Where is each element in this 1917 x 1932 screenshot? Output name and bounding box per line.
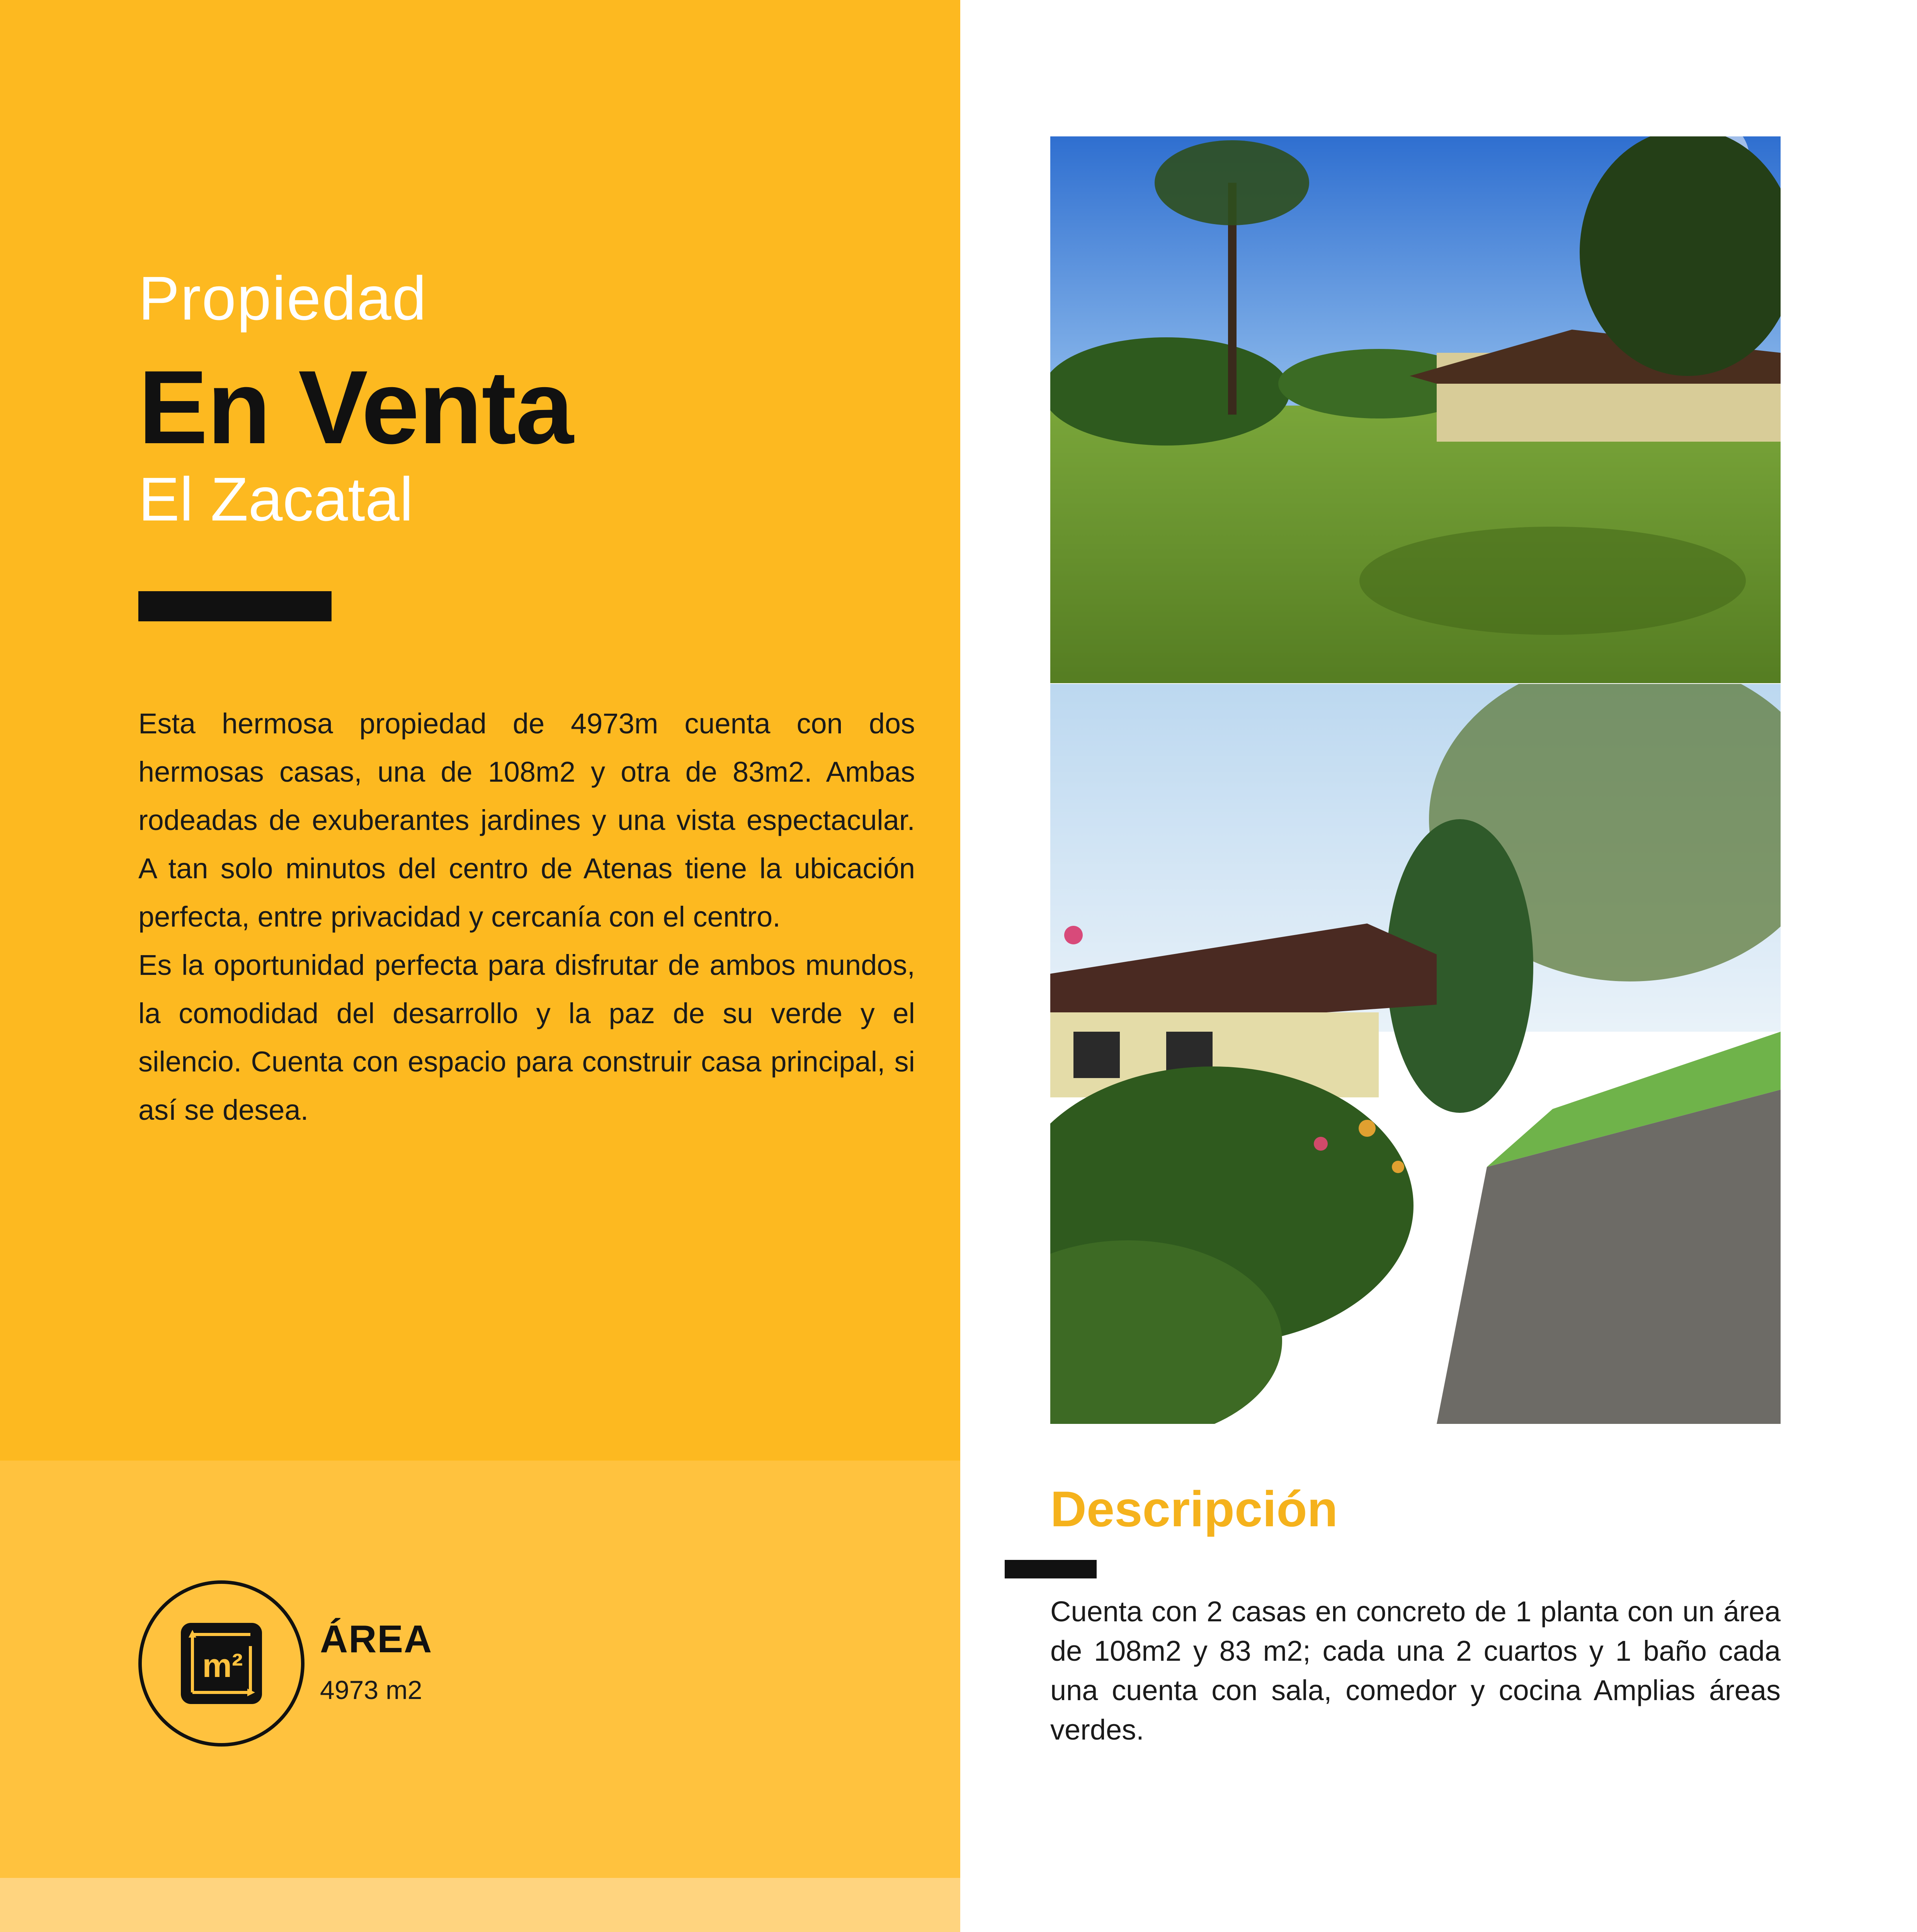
frontage-band — [0, 1878, 960, 1932]
intro-paragraph-2: Es la oportunidad perfecta para disfrutar de ambos mundos, la comodidad del desarrollo y la paz de su verde y el silencio. Cuenta con espacio para construir casa principal, si así se desea. — [138, 949, 915, 1126]
description-underline-bar — [1005, 1560, 1097, 1578]
area-icon-circle — [138, 1580, 304, 1747]
property-photo-house-garden — [1050, 684, 1781, 1424]
header-subtitle: El Zacatal — [138, 464, 413, 534]
intro-text — [138, 699, 915, 1134]
page-title: En Venta — [138, 349, 573, 466]
header-kicker: Propiedad — [138, 264, 427, 333]
property-photo-lawn — [1050, 136, 1781, 683]
area-value: 4973 m2 — [320, 1675, 422, 1705]
intro-paragraph-1: Esta hermosa propiedad de 4973m cuenta con dos hermosas casas, una de 108m2 y otra de 83m2. Ambas rodeadas de exuberantes jardines y una vista espectacular. A tan solo minutos del centro de Atenas tiene la ubicación perfecta, entre privacidad y cercanía con el centro. — [138, 707, 915, 933]
feature-area — [138, 1580, 930, 1747]
description-title: Descripción — [1050, 1481, 1338, 1537]
area-title: ÁREA — [320, 1617, 433, 1661]
title-underline-bar — [138, 591, 332, 621]
description-text: Cuenta con 2 casas en concreto de 1 planta con un área de 108m2 y 83 m2; cada una 2 cuartos y 1 baño cada una cuenta con sala, comedor y cocina Amplias áreas verdes. — [1050, 1595, 1781, 1746]
area-icon-text: m² — [202, 1647, 243, 1684]
area-m2-icon — [177, 1619, 266, 1708]
